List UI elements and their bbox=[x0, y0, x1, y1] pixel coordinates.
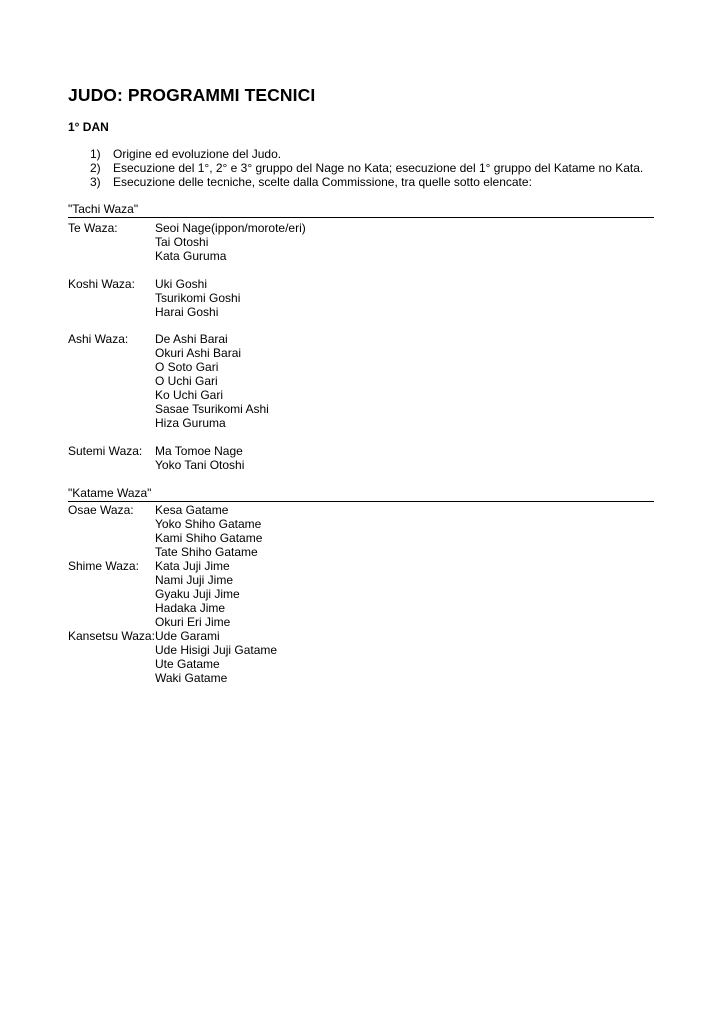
group-label: Sutemi Waza: bbox=[68, 444, 143, 458]
technique-item: Kata Guruma bbox=[155, 249, 227, 263]
technique-item: Seoi Nage(ippon/morote/eri) bbox=[155, 221, 306, 235]
technique-item: Ude Hisigi Juji Gatame bbox=[155, 643, 278, 657]
technique-item: Harai Goshi bbox=[155, 305, 219, 319]
program-list bbox=[90, 147, 643, 189]
technique-group-koshi-waza bbox=[68, 277, 240, 319]
technique-item: Okuri Ashi Barai bbox=[155, 346, 242, 360]
technique-group-shime-waza bbox=[68, 559, 240, 629]
technique-item: Waki Gatame bbox=[155, 671, 228, 685]
tachi-waza-heading: "Tachi Waza" bbox=[68, 202, 139, 216]
program-item-text: Esecuzione delle tecniche, scelte dalla Commissione, tra quelle sotto elencate: bbox=[113, 175, 532, 189]
program-item-text: Origine ed evoluzione del Judo. bbox=[113, 147, 282, 161]
dan-heading: 1° DAN bbox=[68, 120, 109, 134]
technique-list bbox=[155, 332, 269, 430]
technique-item: Hadaka Jime bbox=[155, 601, 226, 615]
technique-item: Kami Shiho Gatame bbox=[155, 531, 263, 545]
group-label: Te Waza: bbox=[68, 221, 118, 235]
technique-item: Tate Shiho Gatame bbox=[155, 545, 258, 559]
technique-group-osae-waza bbox=[68, 503, 262, 559]
technique-item: Ute Gatame bbox=[155, 657, 220, 671]
technique-item: Okuri Eri Jime bbox=[155, 615, 231, 629]
program-item bbox=[90, 161, 643, 175]
technique-item: Tai Otoshi bbox=[155, 235, 209, 249]
technique-item: Hiza Guruma bbox=[155, 416, 226, 430]
technique-list bbox=[155, 277, 240, 319]
page-title: JUDO: PROGRAMMI TECNICI bbox=[68, 85, 316, 105]
technique-item: Gyaku Juji Jime bbox=[155, 587, 240, 601]
technique-item: Uki Goshi bbox=[155, 277, 208, 291]
technique-list bbox=[155, 503, 262, 559]
program-item-number: 3) bbox=[90, 175, 101, 189]
technique-item: O Uchi Gari bbox=[155, 374, 218, 388]
technique-list bbox=[155, 629, 277, 685]
technique-item: Tsurikomi Goshi bbox=[155, 291, 241, 305]
group-label: Koshi Waza: bbox=[68, 277, 135, 291]
technique-group-ashi-waza bbox=[68, 332, 269, 430]
group-label: Kansetsu Waza: bbox=[68, 629, 155, 643]
technique-group-sutemi-waza bbox=[68, 444, 244, 472]
katame-waza-heading: "Katame Waza" bbox=[68, 486, 152, 500]
technique-item: Yoko Tani Otoshi bbox=[155, 458, 245, 472]
technique-item: Ma Tomoe Nage bbox=[155, 444, 243, 458]
program-item bbox=[90, 147, 643, 161]
technique-group-te-waza bbox=[68, 221, 306, 263]
group-label: Ashi Waza: bbox=[68, 332, 129, 346]
technique-item: Kata Juji Jime bbox=[155, 559, 230, 573]
program-item-text: Esecuzione del 1°, 2° e 3° gruppo del Nage no Kata; esecuzione del 1° gruppo del Katame no Kata. bbox=[113, 161, 644, 175]
technique-item: Sasae Tsurikomi Ashi bbox=[155, 402, 269, 416]
technique-item: Ko Uchi Gari bbox=[155, 388, 224, 402]
group-label: Osae Waza: bbox=[68, 503, 134, 517]
technique-group-kansetsu-waza bbox=[68, 629, 277, 685]
section-divider bbox=[68, 217, 654, 218]
program-item-number: 1) bbox=[90, 147, 101, 161]
program-item bbox=[90, 175, 643, 189]
section-divider bbox=[68, 501, 654, 502]
technique-item: O Soto Gari bbox=[155, 360, 219, 374]
program-item-number: 2) bbox=[90, 161, 101, 175]
technique-item: Ude Garami bbox=[155, 629, 220, 643]
technique-list bbox=[155, 444, 244, 472]
technique-item: Kesa Gatame bbox=[155, 503, 229, 517]
technique-item: De Ashi Barai bbox=[155, 332, 228, 346]
technique-list bbox=[155, 559, 240, 629]
technique-item: Yoko Shiho Gatame bbox=[155, 517, 262, 531]
technique-list bbox=[155, 221, 306, 263]
technique-item: Nami Juji Jime bbox=[155, 573, 234, 587]
group-label: Shime Waza: bbox=[68, 559, 139, 573]
